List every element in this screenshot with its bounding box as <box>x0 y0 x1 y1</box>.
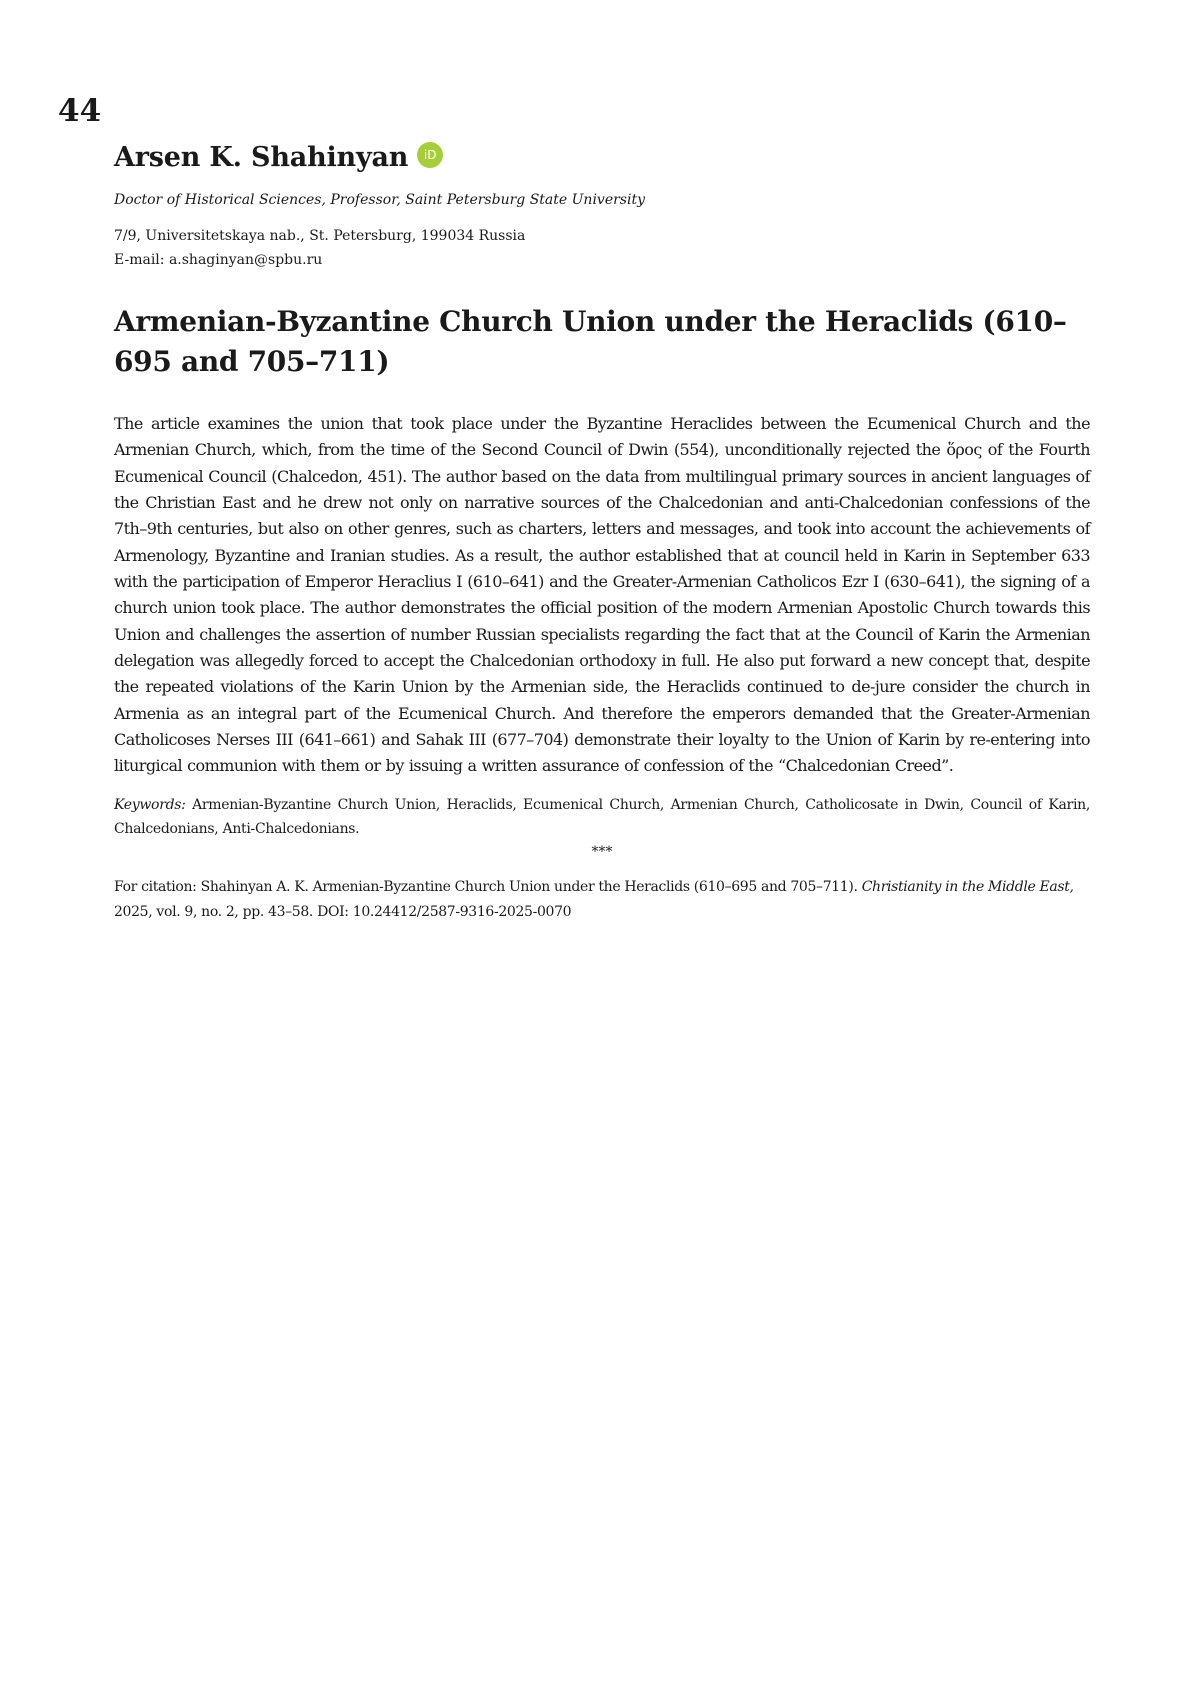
article-title: Armenian-Byzantine Church Union under the Heraclids (610–695 and 705–711) <box>114 302 1090 382</box>
abstract: The article examines the union that took place under the Byzantine Heraclides between the Ecumenical Church and the Armenian Church, which, from the time of the Second Council of Dwin (554), unconditionally rejected the ὅρος of the Fourth Ecumenical Council (Chalcedon, 451). The author based on the data from multilingual primary sources in ancient languages of the Christian East and he drew not only on narrative sources of the Chalcedonian and anti-Chalcedonian confessions of the 7th–9th centuries, but also on other genres, such as charters, letters and messages, and took into account the achievements of Armenology, Byzantine and Iranian studies. As a result, the author established that at council held in Karin in September 633 with the participation of Emperor Heraclius I (610–641) and the Greater-Armenian Catholicos Ezr I (630–641), the signing of a church union took place. The author demonstrates the official position of the modern Armenian Apostolic Church towards this Union and challenges the assertion of number Russian specialists regarding the fact that at the Council of Karin the Armenian delegation was allegedly forced to accept the Chalcedonian orthodoxy in full. He also put forward a new concept that, despite the repeated violations of the Karin Union by the Armenian side, the Heraclids continued to de-jure consider the church in Armenia as an integral part of the Ecumenical Church. And therefore the emperors demanded that the Greater-Armenian Catholicoses Nerses III (641–661) and Sahak III (677–704) demonstrate their loyalty to the Union of Karin by re-entering into liturgical communion with them or by issuing a written assurance of confession of the “Chalcedonian Creed”. <box>114 411 1090 780</box>
author-name: Arsen K. Shahinyan <box>114 138 408 178</box>
author-affiliation: Doctor of Historical Sciences, Professor, Saint Petersburg State University <box>114 190 1090 210</box>
citation-prefix: For citation: Shahinyan A. K. Armenian-Byzantine Church Union under the Heraclids (610–695 and 705–711). <box>114 879 858 895</box>
orcid-icon[interactable]: iD <box>417 142 443 168</box>
page-number: 44 <box>58 92 101 130</box>
author-contact <box>114 224 1090 272</box>
keywords-label: Keywords: <box>114 797 186 813</box>
author-header <box>114 138 1090 178</box>
article-front-matter <box>114 138 1090 925</box>
author-address: 7/9, Universitetskaya nab., St. Petersburg, 199034 Russia <box>114 224 1090 248</box>
keywords-list: Armenian-Byzantine Church Union, Heraclids, Ecumenical Church, Armenian Church, Catholicosate in Dwin, Council of Karin, Chalcedonians, Anti-Chalcedonians. <box>114 797 1090 837</box>
author-email: E-mail: a.shaginyan@spbu.ru <box>114 248 1090 272</box>
keywords <box>114 793 1090 841</box>
section-separator: *** <box>114 841 1090 863</box>
citation <box>114 875 1090 925</box>
citation-journal: Christianity in the Middle East, <box>862 879 1074 895</box>
citation-details: 2025, vol. 9, no. 2, pp. 43–58. DOI: 10.24412/2587-9316-2025-0070 <box>114 904 571 920</box>
